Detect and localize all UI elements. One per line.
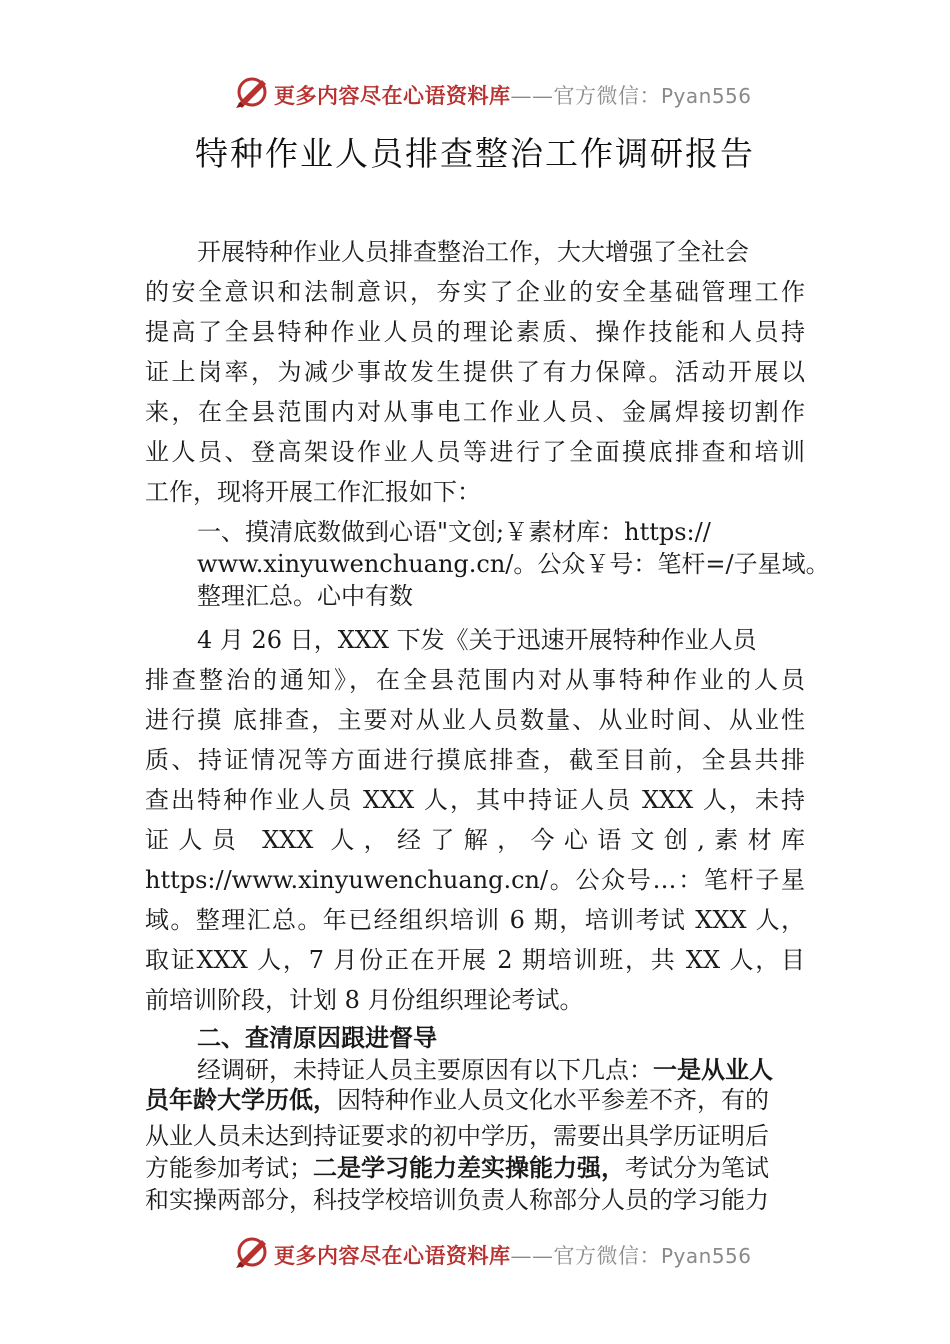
text-run: 经调研，未持证人员主要原因有以下几点： <box>197 1056 653 1084</box>
section-heading: 二、查清原因跟进督导 <box>197 1024 437 1052</box>
bold-run: 一是从业人 <box>653 1056 773 1084</box>
section-heading: 一、摸清底数做到心语"文创;￥素材库：https:// <box>197 518 711 546</box>
banner-part2: 官方微信： <box>553 1244 661 1268</box>
paragraph-line: 整理汇总。心中有数 <box>197 582 413 610</box>
banner-account: Pyan556 <box>661 1244 752 1268</box>
bold-run: 二是学习能力差实操能力强， <box>313 1154 625 1182</box>
pen-logo-icon <box>232 1234 272 1270</box>
paragraph-line: 域。整理汇总。年已经组织培训 6 期，培训考试 XXX 人， <box>145 906 805 934</box>
paragraph-line: 取证XXX 人，7 月份正在开展 2 期培训班，共 XX 人，目 <box>145 946 805 974</box>
paragraph-line: 排查整治的通知》，在全县范围内对从事特种作业的人员 <box>145 666 805 694</box>
paragraph-line <box>145 1148 769 1183</box>
paragraph-line: 质、持证情况等方面进行摸底排查，截至目前，全县共排 <box>145 746 805 774</box>
document-title: 特种作业人员排查整治工作调研报告 <box>195 134 755 173</box>
paragraph-line: 从业人员未达到持证要求的初中学历，需要出具学历证明后 <box>145 1122 769 1150</box>
bold-run: 员年龄大学历低， <box>145 1086 337 1114</box>
paragraph-line: https://www.xinyuwenchuang.cn/。公众号…：笔杆子星 <box>145 866 805 894</box>
banner-part1: 更多内容尽在心语资料库 <box>274 83 511 108</box>
banner-text <box>274 80 752 110</box>
banner-dash: —— <box>510 84 554 108</box>
text-run: 方能参加考试； <box>145 1154 313 1182</box>
banner-text <box>274 1240 752 1270</box>
paragraph-line: 工作，现将开展工作汇报如下： <box>145 478 481 506</box>
paragraph-line: www.xinyuwenchuang.cn/。公众￥号：笔杆=/子星域。 <box>197 550 830 578</box>
paragraph-line: 证人员 XXX 人，经了解，今心语文创,素材库 <box>145 826 805 854</box>
paragraph-line: 开展特种作业人员排查整治工作，大大增强了全社会 <box>197 238 749 266</box>
paragraph-line <box>145 1080 769 1115</box>
paragraph-line: 证上岗率，为减少事故发生提供了有力保障。活动开展以 <box>145 358 805 386</box>
paragraph-line: 来，在全县范围内对从事电工作业人员、金属焊接切割作 <box>145 398 805 426</box>
paragraph-line: 进行摸 底排查，主要对从业人员数量、从业时间、从业性 <box>145 706 805 734</box>
text-run: 因特种作业人员文化水平参差不齐，有的 <box>337 1086 769 1114</box>
pen-logo-icon <box>232 74 272 110</box>
paragraph-line: 的安全意识和法制意识，夯实了企业的安全基础管理工作 <box>145 278 805 306</box>
banner-part1: 更多内容尽在心语资料库 <box>274 1243 511 1268</box>
banner-dash: —— <box>510 1244 554 1268</box>
header-banner <box>0 72 950 112</box>
paragraph-line: 前培训阶段，计划 8 月份组织理论考试。 <box>145 986 584 1014</box>
paragraph-line: 查出特种作业人员 XXX 人，其中持证人员 XXX 人，未持 <box>145 786 805 814</box>
paragraph-line: 提高了全县特种作业人员的理论素质、操作技能和人员持 <box>145 318 805 346</box>
paragraph-line: 和实操两部分，科技学校培训负责人称部分人员的学习能力 <box>145 1186 769 1214</box>
banner-account: Pyan556 <box>661 84 752 108</box>
paragraph-line: 4 月 26 日，XXX 下发《关于迅速开展特种作业人员 <box>197 626 757 654</box>
text-run: 考试分为笔试 <box>625 1154 769 1182</box>
paragraph-line: 业人员、登高架设作业人员等进行了全面摸底排查和培训 <box>145 438 805 466</box>
footer-banner <box>0 1232 950 1272</box>
banner-part2: 官方微信： <box>553 84 661 108</box>
